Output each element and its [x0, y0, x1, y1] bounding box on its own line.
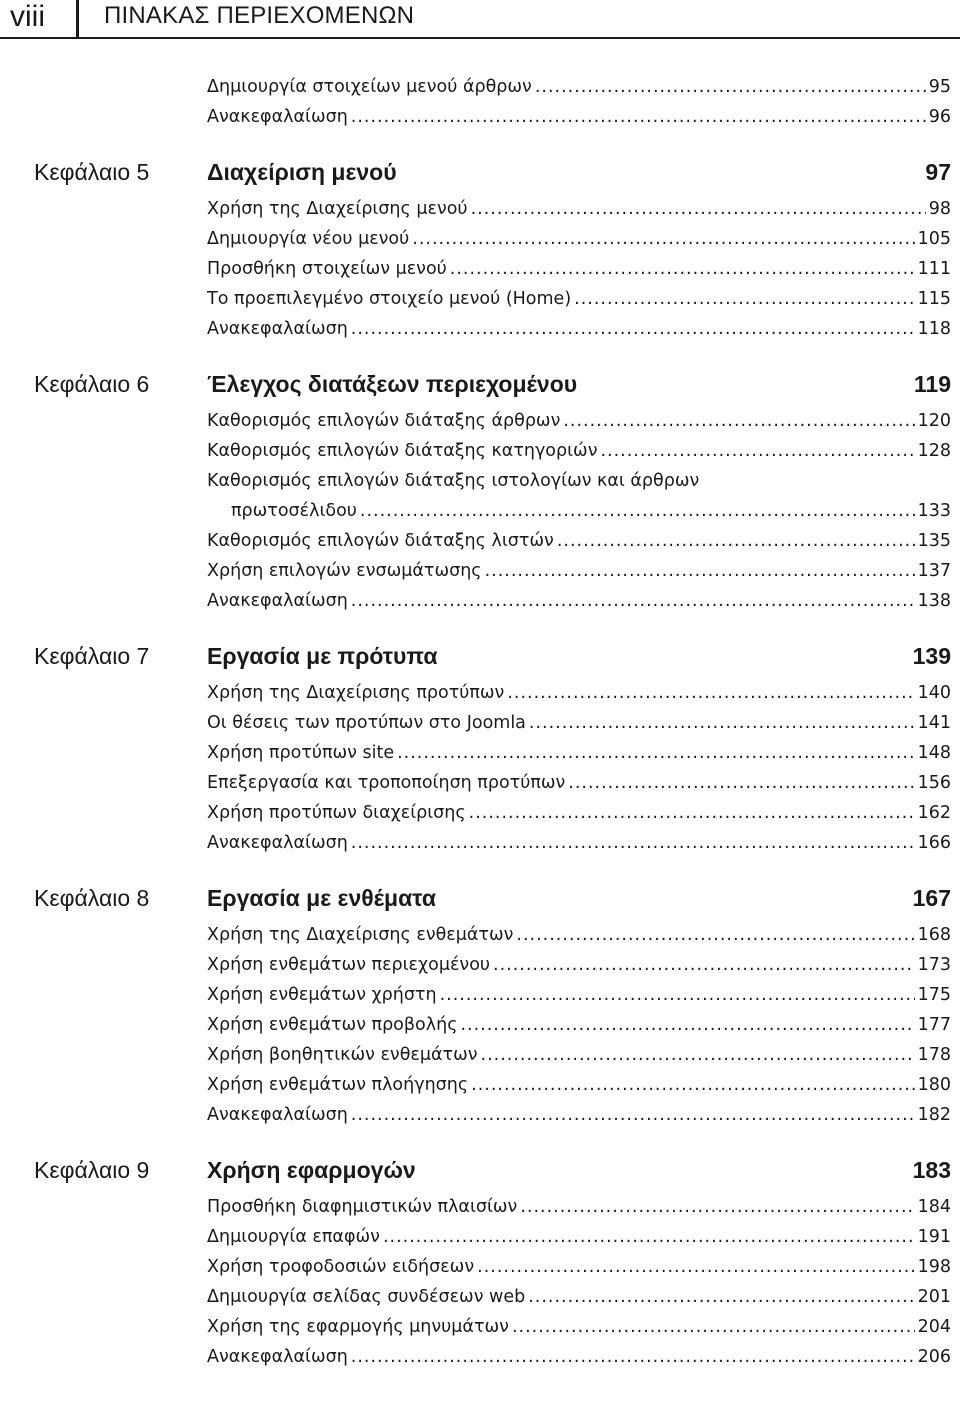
entry-title: Ανακεφαλαίωση [207, 319, 348, 339]
entry-page: 198 [917, 1257, 951, 1277]
toc-entry[interactable] [207, 980, 951, 1010]
chapter-title: Έλεγχος διατάξεων περιεχομένου [207, 371, 578, 397]
entry-title: Καθορισμός επιλογών διάταξης λιστών [207, 531, 554, 551]
dot-leader [507, 678, 914, 708]
entry-title: Ανακεφαλαίωση [207, 1347, 348, 1367]
toc-entry[interactable] [207, 102, 951, 132]
entry-page: 138 [917, 591, 951, 611]
chapter-entries [0, 1192, 960, 1372]
entry-title: Χρήση της Διαχείρισης μενού [207, 199, 468, 219]
entry-title: Προσθήκη στοιχείων μενού [207, 259, 447, 279]
toc-entry[interactable] [207, 1342, 951, 1372]
toc-entry[interactable] [207, 1282, 951, 1312]
entry-title: Ανακεφαλαίωση [207, 1105, 348, 1125]
dot-leader [529, 708, 915, 738]
entry-title: Χρήση της εφαρμογής μηνυμάτων [207, 1317, 509, 1337]
toc-entry[interactable] [207, 406, 951, 436]
dot-leader [528, 1282, 914, 1312]
entry-title: Χρήση προτύπων site [207, 743, 395, 763]
table-of-contents [0, 72, 960, 1372]
toc-entry[interactable] [207, 738, 951, 768]
entry-page: 166 [917, 833, 951, 853]
entry-page: 206 [917, 1347, 951, 1367]
toc-entry[interactable] [207, 72, 951, 102]
dot-leader [469, 798, 915, 828]
toc-entry[interactable] [207, 950, 951, 980]
dot-leader [520, 1192, 914, 1222]
toc-entry[interactable] [207, 1070, 951, 1100]
header-rule [0, 37, 960, 39]
chapter-entries [0, 194, 960, 344]
entry-page: 180 [917, 1075, 951, 1095]
toc-entry[interactable] [207, 1010, 951, 1040]
entry-title: Οι θέσεις των προτύπων στο Joomla [207, 713, 526, 733]
entry-page: 175 [917, 985, 951, 1005]
entry-title-continuation: πρωτοσέλιδου [231, 501, 357, 521]
chapter-page: 97 [925, 159, 951, 185]
dot-leader [412, 224, 914, 254]
chapter-title: Χρήση εφαρμογών [207, 1157, 416, 1183]
toc-entry-continuation[interactable] [207, 496, 951, 526]
dot-leader [512, 1312, 915, 1342]
dot-leader [485, 556, 915, 586]
dot-leader [450, 254, 915, 284]
entry-page: 184 [917, 1197, 951, 1217]
entry-page: 168 [917, 925, 951, 945]
chapter-entries [0, 406, 960, 616]
chapter-page: 183 [912, 1157, 951, 1183]
entry-title: Δημιουργία σελίδας συνδέσεων web [207, 1287, 526, 1307]
dot-leader [383, 1222, 915, 1252]
entry-page: 96 [928, 107, 951, 127]
entry-title: Χρήση της Διαχείρισης ενθεμάτων [207, 925, 514, 945]
prelude-entries [0, 72, 960, 132]
toc-entry[interactable] [207, 314, 951, 344]
toc-entry[interactable] [207, 526, 951, 556]
entry-page: 201 [917, 1287, 951, 1307]
entry-page: 95 [928, 77, 951, 97]
dot-leader [563, 406, 914, 436]
toc-entry[interactable] [207, 436, 951, 466]
entry-page: 128 [917, 441, 951, 461]
toc-entry[interactable] [207, 194, 951, 224]
entry-page: 178 [917, 1045, 951, 1065]
chapter-title: Εργασία με ενθέματα [207, 885, 437, 911]
toc-entry[interactable] [207, 1100, 951, 1130]
entry-title: Καθορισμός επιλογών διάταξης άρθρων [207, 411, 561, 431]
entry-title: Προσθήκη διαφημιστικών πλαισίων [207, 1197, 518, 1217]
entry-title: Χρήση ενθεμάτων πλοήγησης [207, 1075, 469, 1095]
chapter-label: Κεφάλαιο 5 [34, 159, 150, 185]
entry-page: 191 [917, 1227, 951, 1247]
dot-leader [493, 950, 915, 980]
entry-title: Ανακεφαλαίωση [207, 833, 348, 853]
dot-leader [568, 768, 914, 798]
entry-title: Χρήση ενθεμάτων περιεχομένου [207, 955, 491, 975]
entry-title: Χρήση της Διαχείρισης προτύπων [207, 683, 505, 703]
header-divider [76, 0, 79, 38]
chapter-entries [0, 678, 960, 858]
toc-entry[interactable] [207, 284, 951, 314]
toc-entry[interactable] [207, 466, 951, 496]
entry-title: Χρήση ενθεμάτων προβολής [207, 1015, 458, 1035]
chapter-heading[interactable] [0, 880, 960, 916]
chapter-label: Κεφάλαιο 8 [34, 885, 150, 911]
entry-page: 162 [917, 803, 951, 823]
entry-page: 182 [917, 1105, 951, 1125]
dot-leader [351, 1100, 915, 1130]
toc-entry[interactable] [207, 1222, 951, 1252]
entry-title: Χρήση προτύπων διαχείρισης [207, 803, 466, 823]
toc-entry[interactable] [207, 224, 951, 254]
dot-leader [460, 1010, 914, 1040]
chapter-label: Κεφάλαιο 6 [34, 371, 150, 397]
chapter-heading[interactable] [0, 1152, 960, 1188]
chapter-heading[interactable] [0, 638, 960, 674]
entry-page: 204 [917, 1317, 951, 1337]
toc-entry[interactable] [207, 768, 951, 798]
entry-title: Καθορισμός επιλογών διάταξης κατηγοριών [207, 441, 598, 461]
dot-leader [397, 738, 915, 768]
entry-title: Δημιουργία στοιχείων μενού άρθρων [207, 77, 532, 97]
dot-leader [535, 72, 926, 102]
toc-entry[interactable] [207, 586, 951, 616]
toc-entry[interactable] [207, 1252, 951, 1282]
entry-page: 118 [917, 319, 951, 339]
running-title: ΠΙΝΑΚΑΣ ΠΕΡΙΕΧΟΜΕΝΩΝ [104, 2, 415, 29]
toc-entry[interactable] [207, 678, 951, 708]
entry-page: 98 [928, 199, 951, 219]
entry-title: Ανακεφαλαίωση [207, 591, 348, 611]
dot-leader [351, 586, 915, 616]
toc-entry[interactable] [207, 254, 951, 284]
dot-leader [574, 284, 914, 314]
entry-title: Χρήση βοηθητικών ενθεμάτων [207, 1045, 478, 1065]
entry-title: Δημιουργία νέου μενού [207, 229, 410, 249]
dot-leader [351, 314, 915, 344]
dot-leader [557, 526, 915, 556]
entry-page: 177 [917, 1015, 951, 1035]
dot-leader [481, 1040, 915, 1070]
entry-page: 115 [917, 289, 951, 309]
entry-page: 141 [917, 713, 951, 733]
chapter-title: Εργασία με πρότυπα [207, 643, 438, 669]
entry-title: Δημιουργία επαφών [207, 1227, 380, 1247]
entry-page: 173 [917, 955, 951, 975]
toc-entry[interactable] [207, 920, 951, 950]
page-header [0, 0, 960, 40]
entry-page: 105 [917, 229, 951, 249]
chapter-page: 167 [912, 885, 951, 911]
dot-leader [471, 194, 926, 224]
dot-leader [351, 1342, 915, 1372]
toc-entry[interactable] [207, 1312, 951, 1342]
chapter-page: 139 [912, 643, 951, 669]
entry-title: Καθορισμός επιλογών διάταξης ιστολογίων και άρθρων [207, 471, 700, 491]
entry-page: 135 [917, 531, 951, 551]
dot-leader [351, 828, 915, 858]
chapter-heading[interactable] [0, 366, 960, 402]
entry-title: Το προεπιλεγμένο στοιχείο μενού (Home) [207, 289, 572, 309]
entry-page: 156 [917, 773, 951, 793]
chapter-label: Κεφάλαιο 7 [34, 643, 150, 669]
dot-leader [516, 920, 914, 950]
toc-entry[interactable] [207, 798, 951, 828]
entry-title: Ανακεφαλαίωση [207, 107, 348, 127]
entry-page: 148 [917, 743, 951, 763]
chapter-heading[interactable] [0, 154, 960, 190]
dot-leader [600, 436, 914, 466]
entry-title: Επεξεργασία και τροποποίηση προτύπων [207, 773, 566, 793]
entry-page: 120 [917, 411, 951, 431]
entry-title: Χρήση επιλογών ενσωμάτωσης [207, 561, 482, 581]
dot-leader [440, 980, 915, 1010]
dot-leader [360, 496, 915, 526]
entry-title: Χρήση ενθεμάτων χρήστη [207, 985, 437, 1005]
entry-page: 140 [917, 683, 951, 703]
toc-entry[interactable] [207, 828, 951, 858]
chapter-page: 119 [913, 371, 951, 397]
entry-title: Χρήση τροφοδοσιών ειδήσεων [207, 1257, 475, 1277]
chapter-entries [0, 920, 960, 1130]
toc-entry[interactable] [207, 1040, 951, 1070]
entry-page: 137 [917, 561, 951, 581]
dot-leader [351, 102, 926, 132]
toc-entry[interactable] [207, 708, 951, 738]
entry-page: 133 [917, 501, 951, 521]
entry-page: 111 [917, 259, 951, 279]
chapter-label: Κεφάλαιο 9 [34, 1157, 150, 1183]
dot-leader [477, 1252, 914, 1282]
toc-entry[interactable] [207, 556, 951, 586]
chapter-title: Διαχείριση μενού [207, 159, 397, 185]
toc-entry[interactable] [207, 1192, 951, 1222]
dot-leader [471, 1070, 914, 1100]
page-number: viii [10, 0, 45, 33]
